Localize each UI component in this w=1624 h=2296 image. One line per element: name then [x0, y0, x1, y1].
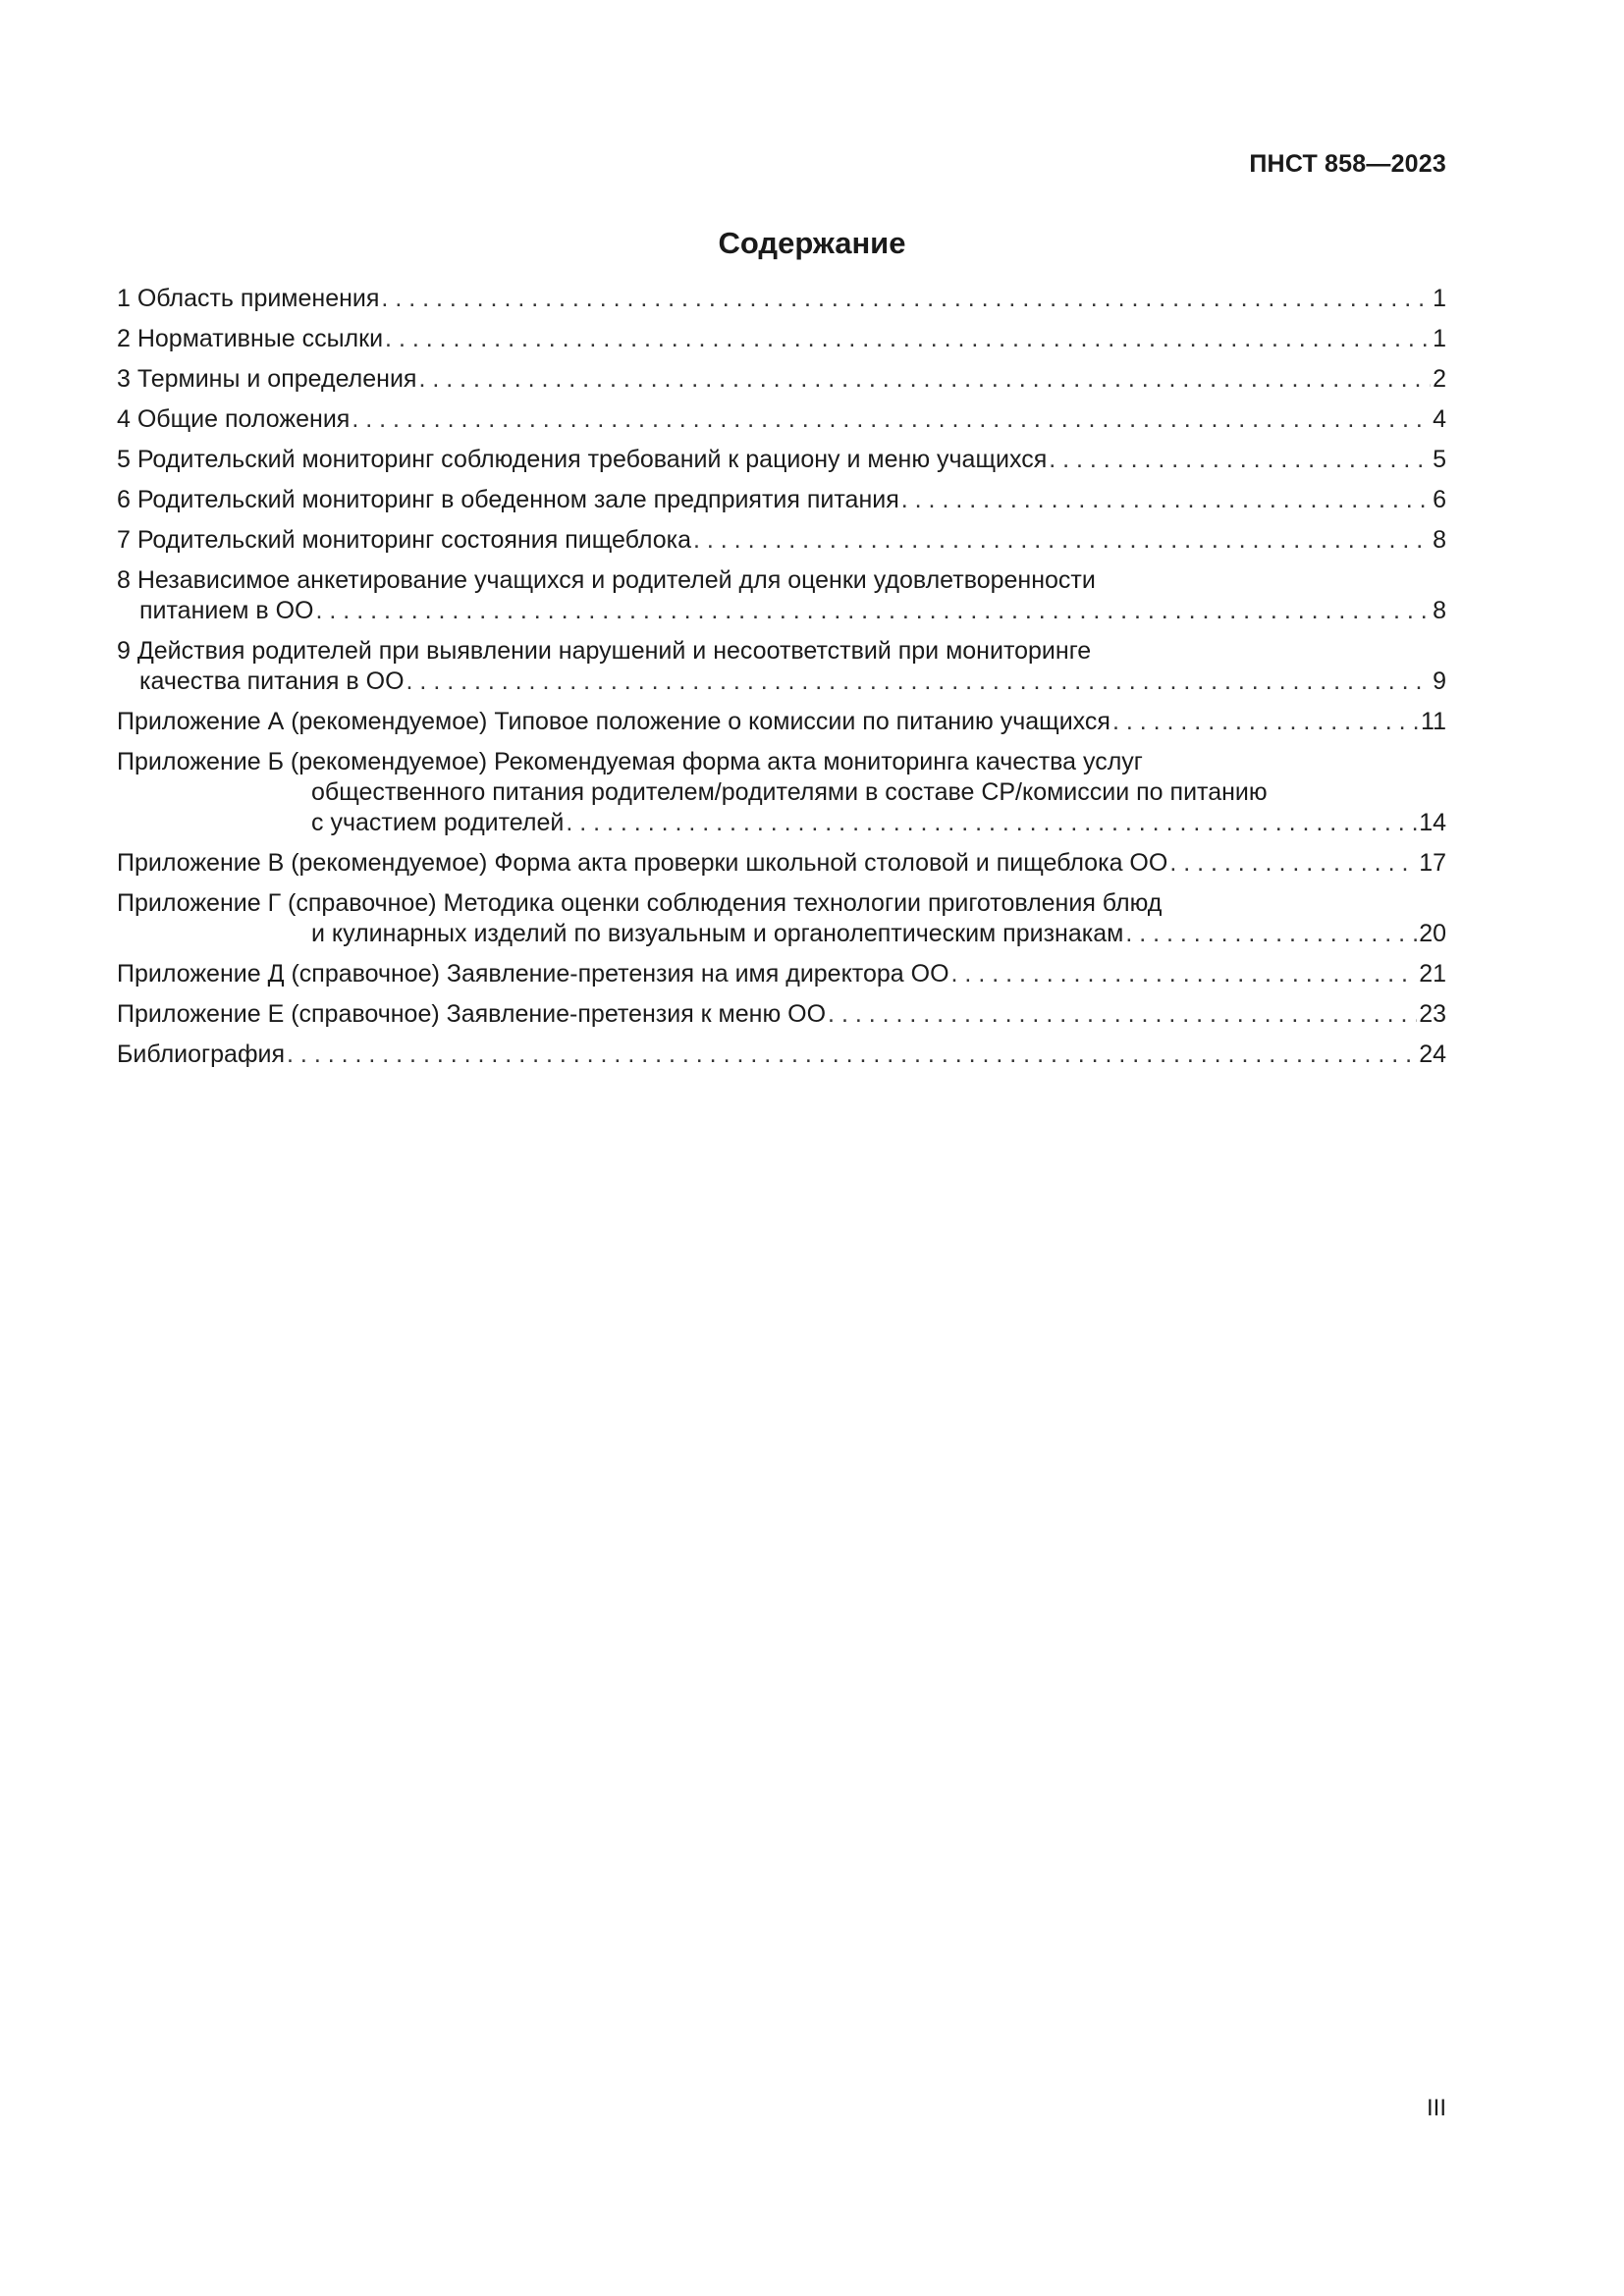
toc-page-number: 21: [1419, 960, 1446, 988]
dot-leader: [951, 959, 1418, 989]
dot-leader: [287, 1040, 1417, 1070]
toc-entry[interactable]: [117, 404, 1446, 435]
toc-entry-text: 4 Общие положения: [117, 405, 351, 433]
toc-entry-text: Приложение Г (справочное) Методика оценки соблюдения технологии приготовления блюд: [117, 889, 1163, 917]
dot-leader: [385, 324, 1431, 354]
toc-entry[interactable]: [117, 636, 1446, 697]
dot-leader: [828, 999, 1417, 1030]
toc-entry[interactable]: [117, 747, 1446, 838]
toc-entry-line: [117, 959, 1446, 989]
toc-entry-text: Приложение Д (справочное) Заявление-претензия на имя директора ОО: [117, 960, 949, 988]
toc-page-number: 14: [1419, 809, 1446, 836]
toc-entry-text: питанием в ОО: [139, 597, 314, 624]
toc-page-number: 2: [1433, 365, 1446, 393]
toc-entry-text: Библиография: [117, 1041, 286, 1068]
toc-entry-text: Приложение Б (рекомендуемое) Рекомендуемая форма акта мониторинга качества услуг: [117, 748, 1143, 775]
toc-entry-line: [117, 596, 1446, 626]
toc-entry-line: [117, 445, 1446, 475]
dot-leader: [693, 525, 1431, 556]
toc-entry-text: Приложение Е (справочное) Заявление-претензия к меню ОО: [117, 1000, 827, 1028]
toc-entry-line: [117, 404, 1446, 435]
toc-page-number: 8: [1433, 526, 1446, 554]
toc-entry-text: Приложение В (рекомендуемое) Форма акта проверки школьной столовой и пищеблока ОО: [117, 849, 1168, 877]
toc-entry[interactable]: [117, 485, 1446, 515]
toc-entry-text: качества питания в ОО: [139, 667, 405, 695]
toc-page-number: 11: [1421, 708, 1446, 735]
dot-leader: [381, 284, 1431, 314]
toc-entry-line: [117, 324, 1446, 354]
toc-entry-line: [117, 888, 1446, 919]
toc-entry[interactable]: [117, 364, 1446, 395]
toc-page-number: 17: [1419, 849, 1446, 877]
toc-entry-line: [117, 284, 1446, 314]
toc-entry[interactable]: [117, 565, 1446, 626]
toc-entry-line: [117, 848, 1446, 879]
toc-entry-line: [117, 1040, 1446, 1070]
toc-title: Содержание: [718, 226, 906, 260]
dot-leader: [316, 596, 1432, 626]
toc-entry-line: [117, 525, 1446, 556]
dot-leader: [901, 485, 1431, 515]
dot-leader: [418, 364, 1431, 395]
dot-leader: [406, 667, 1432, 697]
toc-entry-text: Приложение А (рекомендуемое) Типовое положение о комиссии по питанию учащихся: [117, 708, 1110, 735]
toc-page-number: 1: [1433, 285, 1446, 312]
toc-entry[interactable]: [117, 445, 1446, 475]
toc-entry-text: общественного питания родителем/родителями в составе СР/комиссии по питанию: [311, 778, 1268, 806]
toc-page-number: 1: [1433, 325, 1446, 352]
toc-entry-line: [117, 808, 1446, 838]
toc-page-number: 24: [1419, 1041, 1446, 1068]
dot-leader: [1112, 707, 1419, 737]
toc-entry-line: [117, 999, 1446, 1030]
toc-entry[interactable]: [117, 525, 1446, 556]
dot-leader: [1169, 848, 1417, 879]
toc-page-number: 4: [1433, 405, 1446, 433]
toc-page-number: 9: [1433, 667, 1446, 695]
toc-entry[interactable]: [117, 959, 1446, 989]
toc-entry-text: 1 Область применения: [117, 285, 380, 312]
toc-entry[interactable]: [117, 707, 1446, 737]
toc-entry-text: 5 Родительский мониторинг соблюдения требований к рациону и меню учащихся: [117, 446, 1048, 473]
dot-leader: [566, 808, 1417, 838]
toc-entry[interactable]: [117, 999, 1446, 1030]
toc-entry-text: 8 Независимое анкетирование учащихся и родителей для оценки удовлетворенности: [117, 566, 1096, 594]
toc-page-number: 5: [1433, 446, 1446, 473]
toc-page-number: 20: [1419, 920, 1446, 947]
dot-leader: [352, 404, 1431, 435]
toc-entry-line: [117, 485, 1446, 515]
toc-entry[interactable]: [117, 1040, 1446, 1070]
toc-entry-text: и кулинарных изделий по визуальным и органолептическим признакам: [311, 920, 1124, 947]
toc-page-number: 23: [1419, 1000, 1446, 1028]
toc-entry[interactable]: [117, 888, 1446, 949]
toc-entry-text: 9 Действия родителей при выявлении нарушений и несоответствий при мониторинге: [117, 637, 1092, 665]
toc-entry-text: 3 Термины и определения: [117, 365, 417, 393]
toc-page-number: 8: [1433, 597, 1446, 624]
toc-entry-text: с участием родителей: [311, 809, 565, 836]
toc-entry-line: [117, 777, 1446, 808]
toc-entry-line: [117, 565, 1446, 596]
toc-entry[interactable]: [117, 324, 1446, 354]
toc-entry-line: [117, 747, 1446, 777]
toc-entry-text: 7 Родительский мониторинг состояния пищеблока: [117, 526, 691, 554]
dot-leader: [1125, 919, 1417, 949]
toc-entry[interactable]: [117, 848, 1446, 879]
dot-leader: [1049, 445, 1431, 475]
page-number: III: [1426, 2095, 1446, 2121]
toc-entry-line: [117, 707, 1446, 737]
toc-entry-text: 6 Родительский мониторинг в обеденном зале предприятия питания: [117, 486, 899, 513]
toc-entry-line: [117, 667, 1446, 697]
toc-entry-line: [117, 364, 1446, 395]
toc-entry-line: [117, 636, 1446, 667]
toc-entry[interactable]: [117, 284, 1446, 314]
table-of-contents: [117, 284, 1446, 1080]
document-code: ПНСТ 858—2023: [1249, 150, 1446, 178]
toc-entry-line: [117, 919, 1446, 949]
toc-entry-text: 2 Нормативные ссылки: [117, 325, 384, 352]
toc-page-number: 6: [1433, 486, 1446, 513]
